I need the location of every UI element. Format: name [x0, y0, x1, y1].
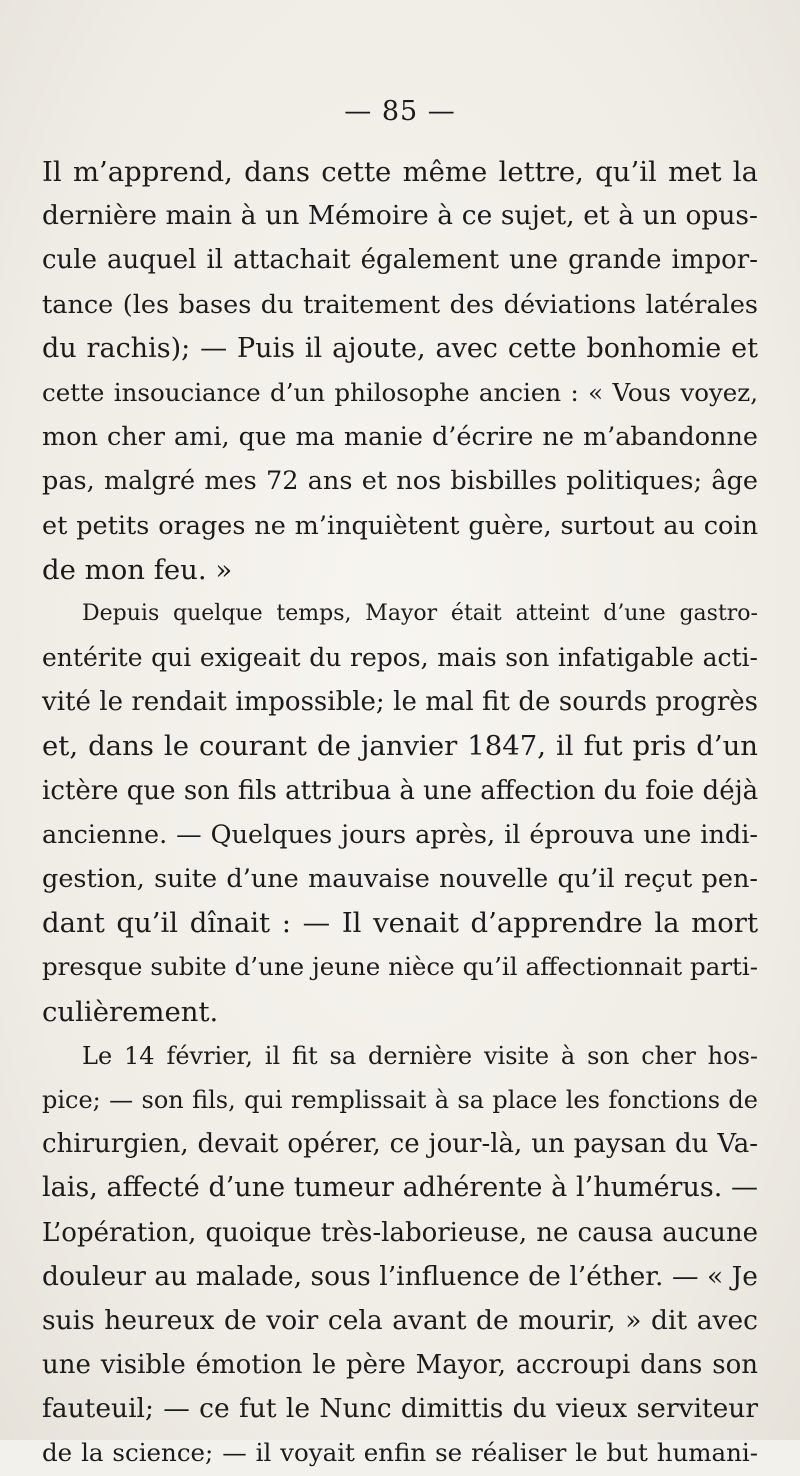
text-line: du rachis); — Puis il ajoute, avec cette bonhomie et [42, 332, 758, 364]
text-line: dernière main à un Mémoire à ce sujet, et à un opus- [42, 200, 758, 232]
body-text [42, 150, 758, 1476]
text-line: cule auquel il attachait également une grande impor- [42, 245, 758, 276]
text-line: de mon feu. » [42, 553, 233, 586]
text-line: douleur au malade, sous l’influence de l’éther. — « Je [42, 1260, 758, 1292]
text-line: Depuis quelque temps, Mayor était atteint d’une gastro- [82, 600, 758, 626]
text-line: L’opération, quoique très-laborieuse, ne causa aucune [42, 1217, 758, 1248]
text-line: suis heureux de voir cela avant de mourir, » dit avec [42, 1304, 758, 1336]
text-line: Le 14 février, il fit sa dernière visite à son cher hos- [82, 1041, 758, 1070]
text-line: et petits orages ne m’inquiètent guère, surtout au coin [42, 510, 758, 541]
text-line: fauteuil; — ce fut le Nunc dimittis du vieux serviteur [42, 1393, 758, 1425]
text-line: une visible émotion le père Mayor, accroupi dans son [42, 1350, 758, 1381]
text-line: ictère que son fils attribua à une affection du foie déjà [42, 775, 759, 806]
text-line: mon cher ami, que ma manie d’écrire ne m’abandonne [42, 422, 758, 453]
text-line: gestion, suite d’une mauvaise nouvelle qu’il reçut pen- [42, 864, 758, 894]
text-line: pas, malgré mes 72 ans et nos bisbilles politiques; âge [42, 466, 758, 497]
page-number: — 85 — [344, 96, 456, 127]
text-line: lais, affecté d’une tumeur adhérente à l’humérus. — [42, 1172, 758, 1204]
text-line: Il m’apprend, dans cette même lettre, qu’il met la [42, 156, 758, 188]
text-line: et, dans le courant de janvier 1847, il fut pris d’un [42, 730, 758, 763]
text-line: dant qu’il dînait : — Il venait d’apprendre la mort [42, 907, 758, 940]
text-line: culièrement. [42, 995, 219, 1028]
text-line: presque subite d’une jeune nièce qu’il affectionnait parti- [42, 952, 758, 982]
text-line: chirurgien, devait opérer, ce jour-là, un paysan du Va- [42, 1129, 758, 1160]
text-line: vité le rendait impossible; le mal fit de sourds progrès [42, 687, 758, 718]
text-line: tance (les bases du traitement des déviations latérales [42, 289, 758, 320]
text-line: entérite qui exigeait du repos, mais son infatigable acti- [42, 643, 758, 673]
text-line: pice; — son fils, qui remplissait à sa place les fonctions de [42, 1085, 758, 1114]
text-line: de la science; — il voyait enfin se réaliser le but humani- [42, 1438, 758, 1468]
text-line: cette insouciance d’un philosophe ancien : « Vous voyez, [42, 377, 758, 407]
text-line: ancienne. — Quelques jours après, il éprouva une indi- [42, 819, 758, 850]
